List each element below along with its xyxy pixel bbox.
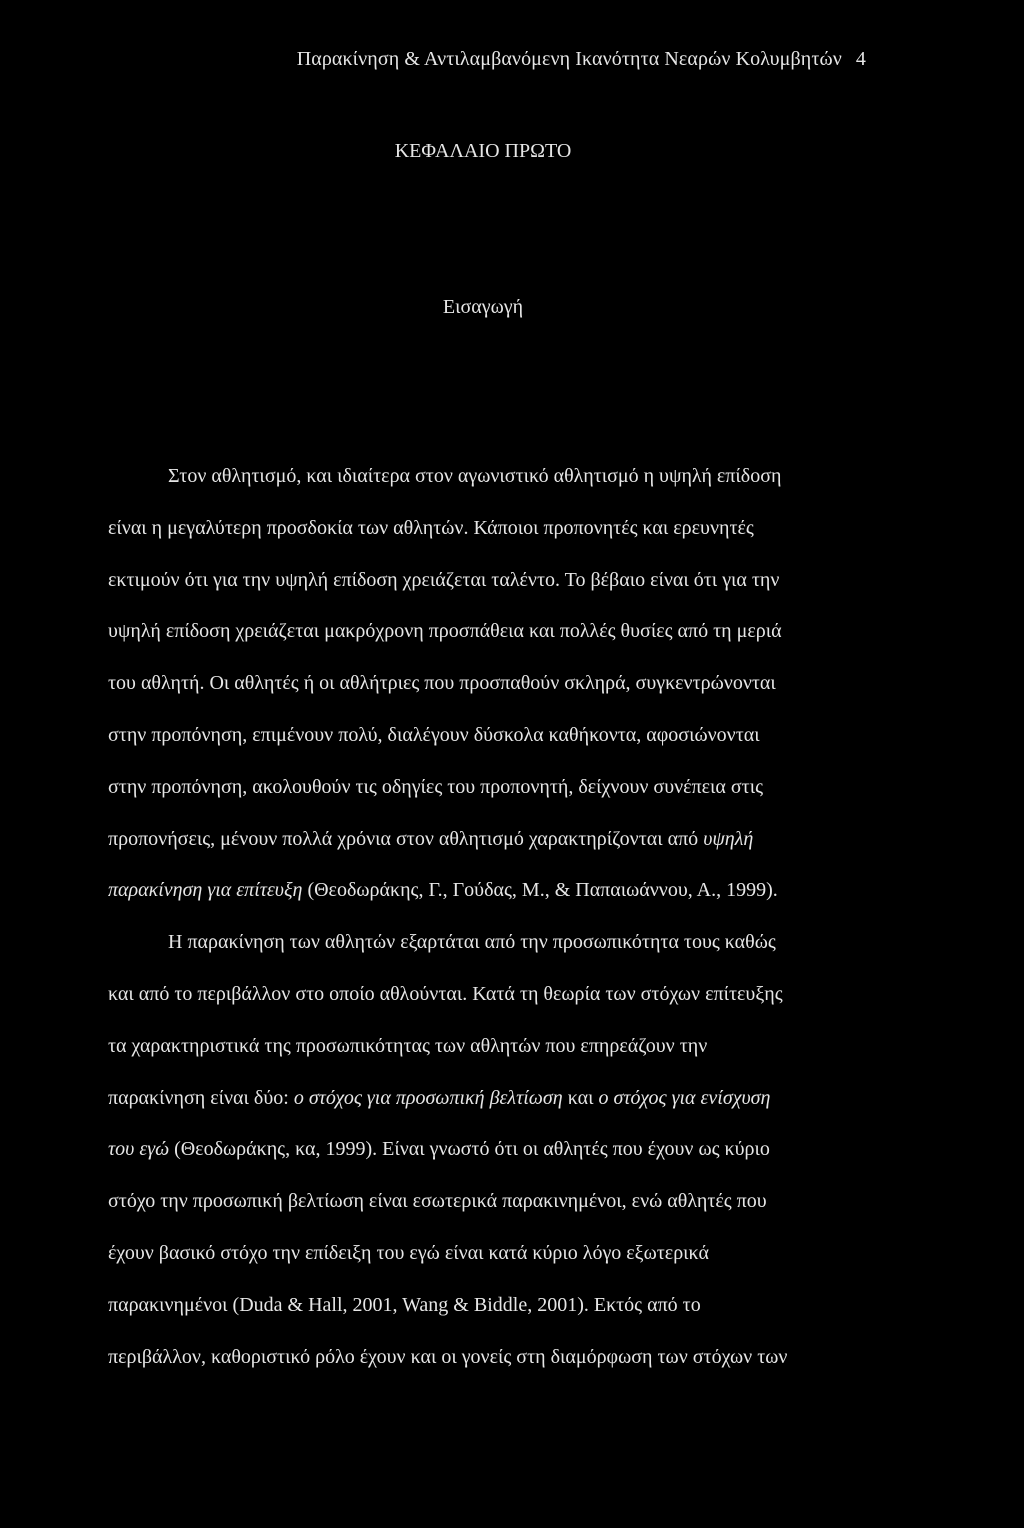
text-line [0, 606, 1024, 658]
text-segment: τα χαρακτηριστικά της προσωπικότητας των αθλητών που επηρεάζουν την [108, 1034, 708, 1057]
text-segment: είναι η μεγαλύτερη προσδοκία των αθλητών. Κάποιοι προπονητές και ερευνητές [108, 516, 754, 539]
italic-text: υψηλή [703, 827, 754, 850]
italic-text: του εγώ [108, 1138, 170, 1161]
text-line [0, 1332, 1024, 1384]
text-segment: προπονήσεις, μένουν πολλά χρόνια στον αθλητισμό χαρακτηρίζονται από [108, 827, 704, 850]
text-segment: παρακινημένοι (Duda & Hall, 2001, Wang & Biddle, 2001). Εκτός από το [108, 1293, 701, 1316]
text-segment: παρακίνηση είναι δύο: [108, 1086, 294, 1109]
text-segment: (Θεοδωράκης, κα, 1999). Είναι γνωστό ότι οι αθλητές που έχουν ως κύριο [169, 1138, 770, 1161]
chapter-heading: ΚΕΦΑΛΑΙΟ ΠΡΩΤΟ [394, 140, 572, 162]
text-line [0, 503, 1024, 555]
text-segment: περιβάλλον, καθοριστικό ρόλο έχουν και οι γονείς στη διαμόρφωση των στόχων των [108, 1345, 788, 1368]
text-line [0, 710, 1024, 762]
italic-text: ο στόχος για ενίσχυση [598, 1086, 771, 1109]
text-line [0, 1073, 1024, 1125]
text-line [0, 451, 1024, 503]
text-line [0, 969, 1024, 1021]
text-line [0, 1228, 1024, 1280]
text-segment: Η παρακίνηση των αθλητών εξαρτάται από την προσωπικότητα τους καθώς [168, 931, 776, 954]
text-segment: υψηλή επίδοση χρειάζεται μακρόχρονη προσπάθεια και πολλές θυσίες από τη μεριά [108, 620, 782, 643]
text-segment: στην προπόνηση, ακολουθούν τις οδηγίες του προπονητή, δείχνουν συνέπεια στις [108, 775, 764, 798]
text-segment: στην προπόνηση, επιμένουν πολύ, διαλέγουν δύσκολα καθήκοντα, αφοσιώνονται [108, 723, 760, 746]
text-line [0, 658, 1024, 710]
italic-text: ο στόχος για προσωπική βελτίωση [293, 1086, 563, 1109]
text-line [0, 814, 1024, 866]
text-segment: και [562, 1086, 599, 1109]
text-line [0, 762, 1024, 814]
text-line [0, 917, 1024, 969]
text-line [0, 1124, 1024, 1176]
text-segment: και από το περιβάλλον στο οποίο αθλούνται. Κατά τη θεωρία των στόχων επίτευξης [108, 982, 783, 1005]
body-text [0, 451, 1024, 1383]
text-segment: (Θεοδωράκης, Γ., Γούδας, Μ., & Παπαιωάννου, Α., 1999). [302, 879, 778, 902]
section-title: Εισαγωγή [442, 296, 524, 318]
page-number: 4 [855, 48, 866, 70]
text-segment: έχουν βασικό στόχο την επίδειξη του εγώ είναι κατά κύριο λόγο εξωτερικά [108, 1241, 709, 1264]
running-title: Παρακίνηση & Αντιλαμβανόμενη Ικανότητα Νεαρών Κολυμβητών [296, 48, 842, 70]
running-header [0, 48, 866, 71]
text-segment: στόχο την προσωπική βελτίωση είναι εσωτερικά παρακινημένοι, ενώ αθλητές που [108, 1190, 767, 1213]
text-line [0, 1176, 1024, 1228]
text-segment: Στον αθλητισμό, και ιδιαίτερα στον αγωνιστικό αθλητισμό η υψηλή επίδοση [168, 465, 782, 487]
italic-text: παρακίνηση για επίτευξη [108, 879, 303, 902]
text-line [0, 1021, 1024, 1073]
text-line [0, 1280, 1024, 1332]
text-segment: του αθλητή. Οι αθλητές ή οι αθλήτριες που προσπαθούν σκληρά, συγκεντρώνονται [108, 672, 776, 695]
text-line [0, 555, 1024, 607]
text-segment: εκτιμούν ότι για την υψηλή επίδοση χρειάζεται ταλέντο. Το βέβαιο είναι ότι για την [108, 568, 780, 591]
text-line [0, 865, 1024, 917]
